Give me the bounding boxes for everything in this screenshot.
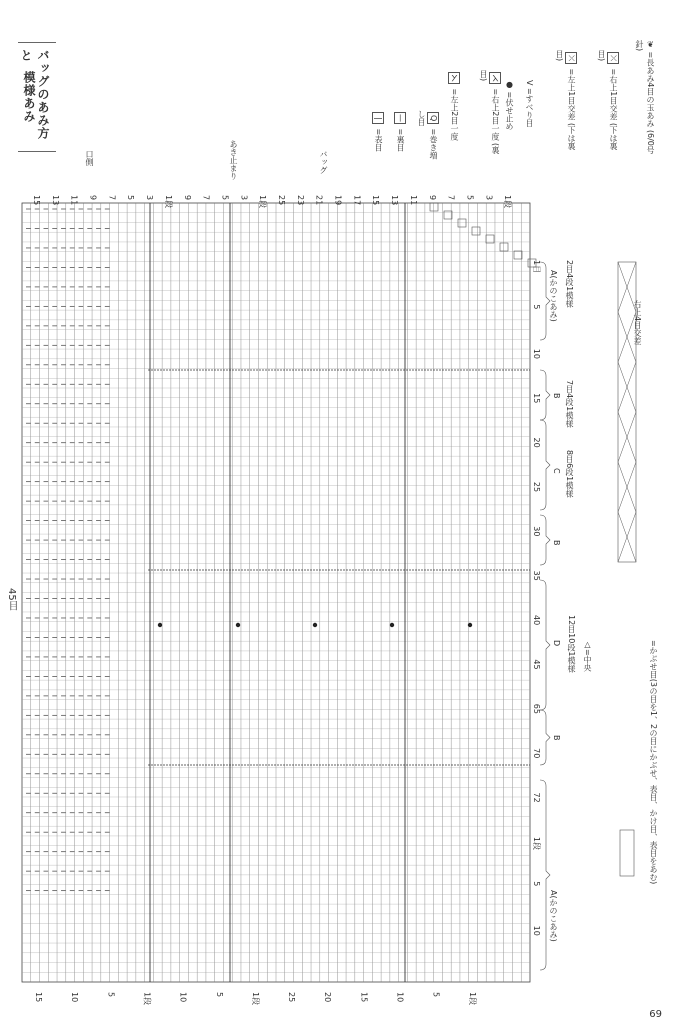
bottom-row-number: 15	[359, 992, 369, 1003]
stitch-number: 70	[532, 748, 541, 759]
bottom-row-number: 1段	[250, 992, 260, 1006]
bobble-symbol-icon: ❦	[646, 40, 655, 49]
top-row-number: 15	[32, 195, 41, 206]
stitch-number: 72	[532, 792, 541, 803]
top-row-number: 19	[333, 195, 343, 206]
top-row-number: 17	[352, 195, 362, 206]
top-row-number: 3	[145, 195, 155, 201]
bound-stitch-note: =かぶせ目(3の目を1、2の目にかぶせ、表目、かけ目、表目をあむ)	[649, 640, 658, 885]
section-a2-label: A(かのこあみ)	[549, 890, 558, 942]
page-number: 69	[649, 1009, 662, 1020]
side-label-opening: 口側	[85, 150, 94, 166]
decrease-step	[500, 243, 508, 251]
bottom-row-number: 20	[323, 992, 333, 1003]
right-cross-symbol-icon: ⤫	[607, 52, 619, 64]
stitch-number: 10	[532, 348, 541, 359]
section-c-note: 8目6段1模様	[565, 450, 574, 498]
stitch-number: 5	[532, 304, 541, 310]
stitch-number: 35	[532, 570, 541, 581]
stitch-number: 1段	[532, 836, 541, 850]
bottom-row-number: 10	[178, 992, 188, 1003]
decrease-step	[444, 211, 452, 219]
top-row-number: 11	[408, 195, 418, 206]
bottom-row-number: 25	[287, 992, 297, 1003]
wrap-symbol-icon: Q	[427, 112, 439, 124]
slip-symbol-icon: V	[525, 80, 534, 86]
top-row-number: 13	[50, 195, 60, 206]
top-row-number: 1段	[503, 195, 513, 209]
bobble-mark	[236, 623, 240, 627]
section-b3-label: B	[552, 735, 561, 741]
top-row-number: 5	[126, 195, 136, 201]
bindoff-symbol-icon: ●	[505, 80, 514, 89]
top-row-number: 7	[107, 195, 117, 201]
top-row-number: 7	[446, 195, 456, 201]
bobble-mark	[468, 623, 472, 627]
top-row-number: 15	[371, 195, 381, 206]
top-row-number: 23	[295, 195, 305, 206]
stitch-number: 45	[532, 659, 541, 670]
bound-stitch-diagram	[620, 830, 634, 876]
section-brace	[540, 420, 550, 510]
bottom-row-number: 5	[106, 992, 116, 998]
section-b2-label: B	[552, 540, 561, 546]
section-a-note: 2目4段1模様	[565, 260, 574, 308]
decrease-step	[514, 251, 522, 259]
top-row-number: 11	[69, 195, 79, 206]
bobble-mark	[158, 623, 162, 627]
top-row-number: 5	[220, 195, 230, 201]
legend-item-bobble: ❦ =長あみ4目の玉あみ (6/0号針)	[635, 40, 655, 154]
bottom-row-number: 10	[70, 992, 80, 1003]
section-b-note: 7目4段1模様	[565, 380, 574, 428]
section-a-label: A(かのこあみ)	[549, 270, 558, 322]
legend-item-bindoff: ● =伏せ止め	[505, 80, 514, 131]
knit-symbol-icon: |	[372, 112, 384, 124]
section-brace	[540, 580, 550, 710]
top-row-number: 21	[314, 195, 324, 206]
top-row-number: 25	[277, 195, 286, 206]
section-d-note: 12目10段1模様	[567, 615, 576, 673]
stitch-number: 5	[532, 881, 541, 887]
legend-item-knit: | =表目	[372, 110, 384, 151]
page-title: バッグのあみ方と	[19, 49, 50, 140]
cross-note: 右上4目交差	[633, 300, 642, 346]
bobble-mark	[390, 623, 394, 627]
legend-item-slip: V =すべり目	[525, 80, 534, 127]
stitch-number: 15	[532, 393, 541, 404]
stitch-number: 25	[532, 481, 541, 493]
legend-item-rcross: ⤫ =右上1目交差 (下は裏目)	[597, 50, 618, 151]
top-row-number: 1段	[258, 195, 268, 209]
section-c-label: C	[552, 468, 561, 474]
stitch-number: 10	[532, 925, 541, 936]
top-row-number: 5	[465, 195, 475, 201]
open-stop-note: あき止まり	[229, 140, 238, 180]
section-b-label: B	[552, 393, 561, 399]
purl-symbol-icon: —	[396, 114, 405, 122]
bottom-row-number: 5	[214, 992, 224, 998]
bottom-row-number: 5	[431, 992, 441, 998]
ssk-symbol-icon: ⋌	[491, 74, 500, 82]
section-d-label: D	[552, 640, 561, 647]
bottom-row-number: 10	[395, 992, 405, 1003]
page-subtitle: 模様あみ	[22, 71, 36, 123]
bobble-mark	[313, 623, 317, 627]
legend-item-k2tog: ⋋ =左上2目一度	[450, 74, 459, 141]
left-cross-symbol-icon: ⤫	[565, 52, 577, 64]
stitch-number: 40	[532, 615, 541, 626]
top-row-number: 1段	[163, 195, 173, 209]
decrease-step	[430, 203, 438, 211]
decrease-step	[458, 219, 466, 227]
side-label-bag: バッグ	[319, 150, 328, 174]
top-row-number: 9	[427, 195, 437, 201]
top-row-number: 3	[239, 195, 249, 201]
stitch-number: 65	[532, 703, 541, 714]
legend-item-ssk: ⋌ =右上2目一度 (裏目)	[479, 70, 500, 155]
stitch-total: 45目	[6, 588, 17, 611]
bottom-row-number: 1段	[142, 992, 152, 1006]
decrease-step	[472, 227, 480, 235]
top-row-number: 3	[484, 195, 494, 201]
stitch-number: 1目	[532, 260, 541, 274]
top-row-number: 13	[390, 195, 400, 206]
bottom-row-number: 1段	[467, 992, 477, 1006]
top-row-number: 9	[88, 195, 98, 201]
section-brace	[540, 515, 550, 565]
legend-item-wrap: Q =巻き増し目	[417, 110, 438, 160]
bottom-row-number: 15	[34, 992, 43, 1003]
legend-item-purl: — =裏目	[396, 114, 405, 152]
center-mark: △=中央	[583, 640, 592, 672]
top-row-number: 9	[182, 195, 192, 201]
stitch-number: 30	[532, 526, 541, 537]
k2tog-symbol-icon: ⋋	[450, 74, 459, 82]
legend-item-lcross: ⤫ =左上1目交差 (下は裏目)	[555, 50, 576, 151]
stitch-number: 20	[532, 437, 541, 448]
top-row-number: 7	[201, 195, 211, 201]
